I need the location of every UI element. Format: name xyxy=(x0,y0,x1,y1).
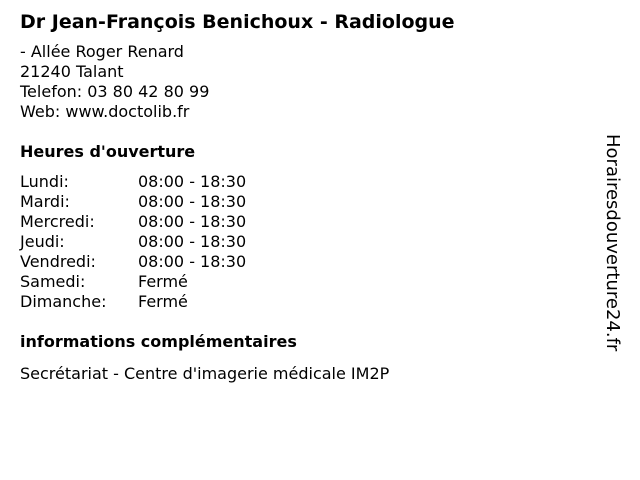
hours-row-wednesday xyxy=(20,212,600,232)
day-label: Dimanche: xyxy=(20,292,107,311)
brand-watermark-text: Horairesdouverture24.fr xyxy=(602,134,623,352)
hours-row-thursday xyxy=(20,232,600,252)
day-label: Mercredi: xyxy=(20,212,95,231)
time-value: 08:00 - 18:30 xyxy=(138,252,247,271)
day-label: Samedi: xyxy=(20,272,86,291)
hours-row-saturday xyxy=(20,272,600,292)
hours-list xyxy=(20,172,600,312)
street-address: - Allée Roger Renard xyxy=(20,42,184,61)
day-label: Lundi: xyxy=(20,172,69,191)
time-value: Fermé xyxy=(138,272,188,291)
address-block xyxy=(20,42,600,122)
time-value: 08:00 - 18:30 xyxy=(138,232,247,251)
page-title: Dr Jean-François Benichoux - Radiologue xyxy=(20,11,455,33)
website-link[interactable]: Web: www.doctolib.fr xyxy=(20,102,190,121)
hours-heading: Heures d'ouverture xyxy=(20,142,196,161)
hours-row-friday xyxy=(20,252,600,272)
time-value: Fermé xyxy=(138,292,188,311)
hours-row-tuesday xyxy=(20,192,600,212)
day-label: Jeudi: xyxy=(20,232,65,251)
time-value: 08:00 - 18:30 xyxy=(138,172,247,191)
day-label: Mardi: xyxy=(20,192,70,211)
info-text: Secrétariat - Centre d'imagerie médicale IM2P xyxy=(20,364,390,383)
hours-row-sunday xyxy=(20,292,600,312)
time-value: 08:00 - 18:30 xyxy=(138,212,247,231)
phone-number: Telefon: 03 80 42 80 99 xyxy=(20,82,210,101)
city-address: 21240 Talant xyxy=(20,62,124,81)
info-heading: informations complémentaires xyxy=(20,332,297,351)
time-value: 08:00 - 18:30 xyxy=(138,192,247,211)
business-listing xyxy=(20,10,600,384)
hours-row-monday xyxy=(20,172,600,192)
day-label: Vendredi: xyxy=(20,252,96,271)
